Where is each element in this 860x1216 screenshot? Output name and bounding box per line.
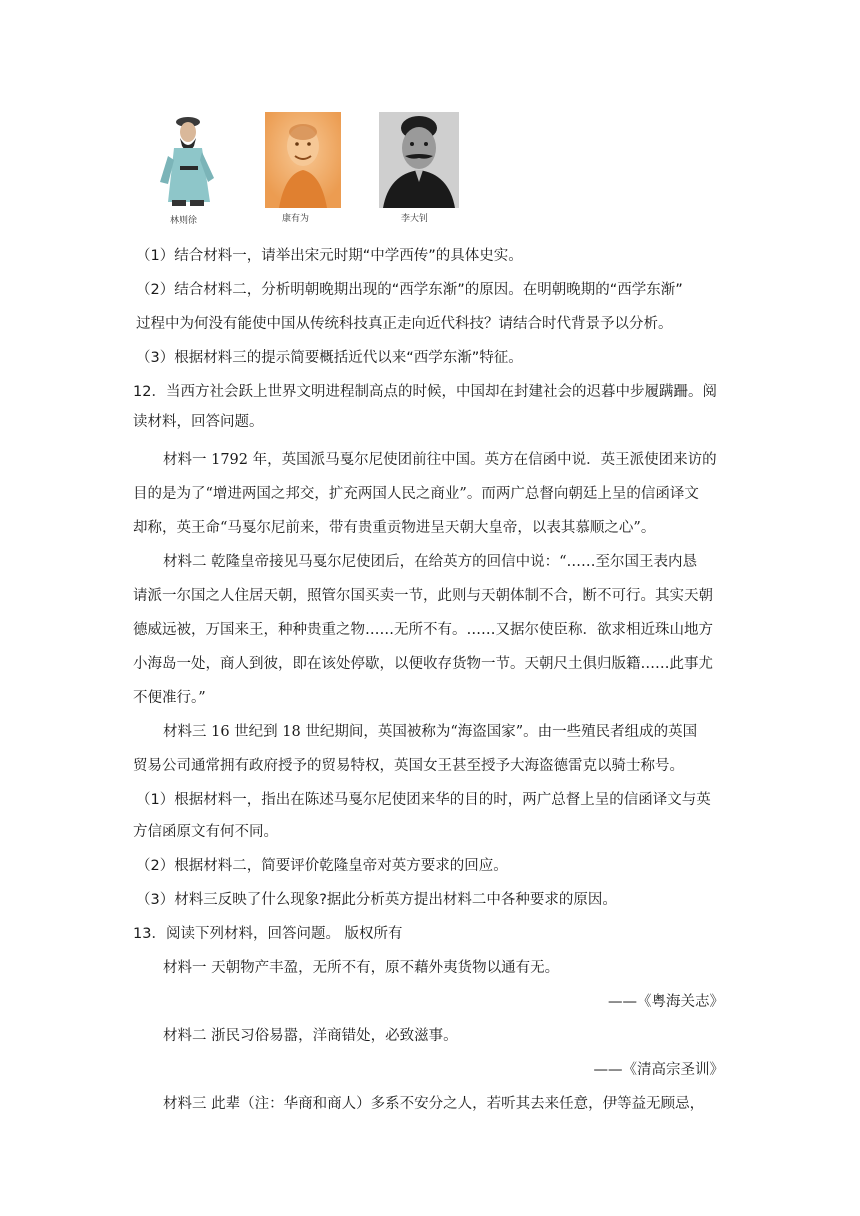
- portrait-li-dazhao: [379, 112, 459, 224]
- portrait-kang-youwei: [265, 112, 341, 224]
- q12-material2-line1: 材料二 乾隆皇帝接见马戛尔尼使团后，在给英方的回信中说：“……至尔国王表内恳: [163, 554, 698, 570]
- q12-intro-line2: 读材料，回答问题。: [133, 414, 264, 430]
- portrait-caption: 林则徐: [170, 216, 198, 226]
- q12-sub1-line2: 方信函原文有何不同。: [133, 824, 278, 840]
- q12-material3-line2: 贸易公司通常拥有政府授予的贸易特权，英国女王甚至授予大海盗德雷克以骑士称号。: [133, 758, 684, 774]
- q12-material1-line3: 却称，英王命“马戛尔尼前来，带有贵重贡物进呈天朝大皇帝，以表其慕顺之心”。: [133, 520, 656, 536]
- portrait-caption: 康有为: [282, 214, 310, 224]
- q11-sub2-line2: 过程中为何没有能使中国从传统科技真正走向近代科技？请结合时代背景予以分析。: [136, 316, 673, 332]
- portraits-row: [158, 112, 458, 232]
- q13-material2: 材料二 浙民习俗易嚣，洋商错处，必致滋事。: [163, 1028, 458, 1044]
- kang-youwei-image: [265, 112, 341, 208]
- q12-material1-line2: 目的是为了“增进两国之邦交，扩充两国人民之商业”。而两广总督向朝廷上呈的信函译文: [133, 486, 699, 502]
- q11-sub2-line1: （2）结合材料二，分析明朝晚期出现的“西学东渐”的原因。在明朝晚期的“西学东渐”: [136, 282, 683, 298]
- q12-sub3: （3）材料三反映了什么现象?据此分析英方提出材料二中各种要求的原因。: [136, 892, 617, 908]
- q12-material2-line2: 请派一尔国之人住居天朝，照管尔国买卖一节，此则与天朝体制不合，断不可行。其实天朝: [133, 588, 713, 604]
- q13-intro: 13．阅读下列材料，回答问题。 版权所有: [133, 926, 403, 942]
- q12-material2-line5: 不便准行。”: [133, 690, 206, 706]
- q11-sub1: （1）结合材料一，请举出宋元时期“中学西传”的具体史实。: [136, 248, 523, 264]
- q12-intro-line1: 12．当西方社会跃上世界文明进程制高点的时候，中国却在封建社会的迟暮中步履蹒跚。阅: [133, 384, 717, 400]
- portrait-caption: 李大钊: [401, 214, 429, 224]
- q12-material2-line4: 小海岛一处，商人到彼，即在该处停歇，以便收存货物一节。天朝尺土俱归版籍……此事尤: [133, 656, 713, 672]
- q12-sub2: （2）根据材料二，简要评价乾隆皇帝对英方要求的回应。: [136, 858, 508, 874]
- q12-material3-line1: 材料三 16 世纪到 18 世纪期间，英国被称为“海盗国家”。由一些殖民者组成的英国: [163, 724, 698, 740]
- portrait-lin-zexu: [158, 112, 220, 226]
- li-dazhao-image: [379, 112, 459, 208]
- q13-material3-line1: 材料三 此辈（注：华商和商人）多系不安分之人，若听其去来任意，伊等益无顾忌，: [163, 1096, 705, 1112]
- q11-sub3: （3）根据材料三的提示简要概括近代以来“西学东渐”特征。: [136, 350, 523, 366]
- q13-material1: 材料一 天朝物产丰盈，无所不有，原不藉外夷货物以通有无。: [163, 960, 560, 976]
- q12-material1-line1: 材料一 1792 年，英国派马戛尔尼使团前往中国。英方在信函中说．英王派使团来访的: [163, 452, 717, 468]
- lin-zexu-image: [158, 112, 220, 212]
- q12-sub1-line1: （1）根据材料一，指出在陈述马戛尔尼使团来华的目的时，两广总督上呈的信函译文与英: [136, 792, 711, 808]
- q13-material1-source: ——《粤海关志》: [608, 994, 724, 1010]
- q13-material2-source: ——《清高宗圣训》: [593, 1062, 724, 1078]
- q12-material2-line3: 德威远被，万国来王，种种贵重之物……无所不有。……又据尔使臣称．欲求相近珠山地方: [133, 622, 713, 638]
